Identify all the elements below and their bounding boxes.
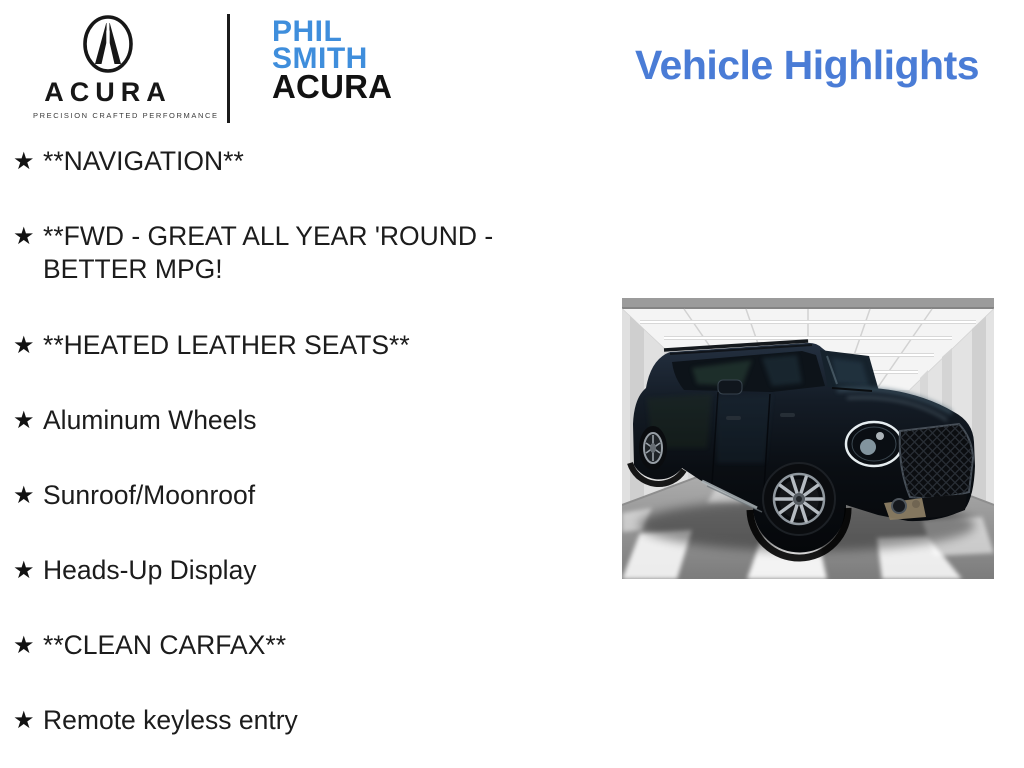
feature-item [13, 554, 598, 587]
acura-brand-logo [33, 14, 219, 120]
star-bullet-icon: ★ [13, 482, 35, 509]
acura-caliper-icon [79, 14, 137, 76]
star-bullet-icon: ★ [13, 632, 35, 659]
feature-item [13, 220, 598, 286]
page-title: Vehicle Highlights [634, 42, 980, 88]
feature-list [13, 145, 598, 768]
feature-text: Heads-Up Display [43, 555, 257, 585]
feature-text: **NAVIGATION** [43, 146, 244, 176]
star-bullet-icon: ★ [13, 332, 35, 359]
dealer-logo [272, 15, 393, 105]
feature-text: Aluminum Wheels [43, 405, 257, 435]
dealer-logo-line1: PHIL [272, 15, 343, 48]
star-bullet-icon: ★ [13, 223, 35, 250]
star-bullet-icon: ★ [13, 148, 35, 175]
feature-text: **FWD - GREAT ALL YEAR 'ROUND - BETTER MPG! [43, 221, 494, 284]
logo-divider [227, 14, 230, 123]
vehicle-photo-illustration [622, 298, 994, 579]
feature-text: **CLEAN CARFAX** [43, 630, 287, 660]
feature-item [13, 329, 598, 362]
feature-item [13, 629, 598, 662]
star-bullet-icon: ★ [13, 557, 35, 584]
feature-text: **HEATED LEATHER SEATS** [43, 330, 410, 360]
feature-item [13, 145, 598, 178]
rear-wheel [639, 426, 667, 470]
dealer-logo-line3: ACURA [272, 68, 393, 105]
star-bullet-icon: ★ [13, 407, 35, 434]
feature-item [13, 704, 598, 737]
acura-tagline: PRECISION CRAFTED PERFORMANCE [33, 111, 219, 120]
feature-item [13, 404, 598, 437]
acura-wordmark: ACURA [44, 77, 172, 107]
vehicle-photo [622, 298, 994, 579]
feature-item [13, 479, 598, 512]
front-wheel [762, 462, 836, 536]
feature-text: Sunroof/Moonroof [43, 480, 256, 510]
feature-text: Remote keyless entry [43, 705, 298, 735]
star-bullet-icon: ★ [13, 707, 35, 734]
dealer-logo-line2: SMITH [272, 42, 368, 75]
